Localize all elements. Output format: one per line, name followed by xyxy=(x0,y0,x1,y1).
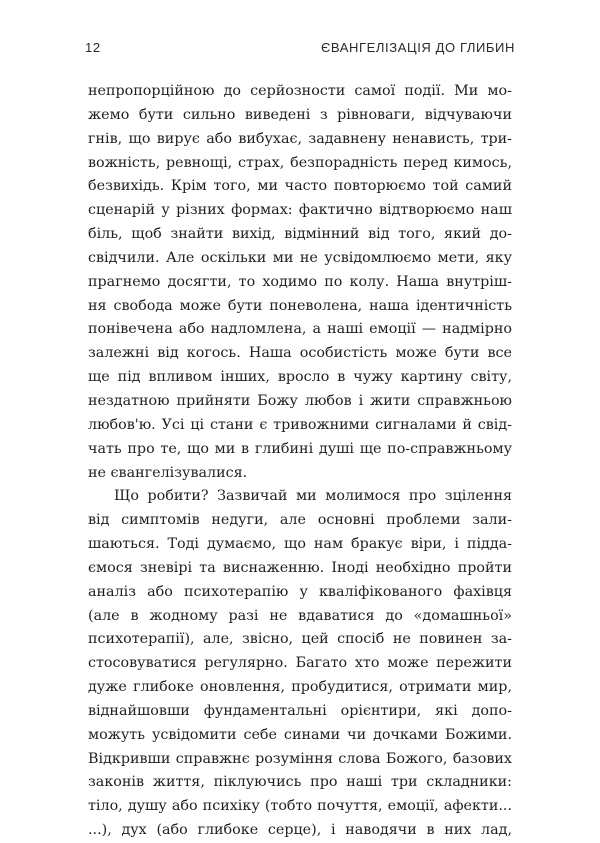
text-line: вожність, ревнощі, страх, безпорадність перед кимось, xyxy=(88,154,512,171)
page-number: 12 xyxy=(85,40,101,55)
text-line: ще під впливом інших, вросло в чужу картину світу, xyxy=(88,369,512,386)
text-line: законів життя, піклуючись про наші три складники: xyxy=(88,774,512,791)
text-line: непропорційною до серйозности самої події. Ми мо- xyxy=(88,83,512,99)
text-line: не євангелізувалися. xyxy=(88,464,248,481)
text-line: віднайшовши фундаментальні орієнтири, які допо- xyxy=(88,702,512,719)
text-line: стосовуватися регулярно. Багато хто може пережити xyxy=(88,655,512,672)
text-line: ємося зневірі та виснаженню. Іноді необхідно пройти xyxy=(88,559,512,576)
page-header xyxy=(85,40,515,58)
running-title: ЄВАНГЕЛІЗАЦІЯ ДО ГЛИБИН xyxy=(320,40,515,55)
text-line: Що робити? Зазвичай ми молимося про зцілення xyxy=(114,488,512,505)
text-line: Відкривши справжнє розуміння слова Божого, базових xyxy=(88,750,512,767)
text-line: тіло, душу або психіку (тобто почуття, емоції, афекти... xyxy=(88,798,512,815)
text-line: нездатною прийняти Божу любов і жити справжньою xyxy=(88,392,512,409)
text-line: сценарій у різних формах: фактично відтворюємо наш xyxy=(88,202,512,219)
text-line: ...), дух (або глибоке серце), і наводячи в них лад, xyxy=(88,822,512,839)
text-line: свідчили. Але оскільки ми не усвідомлюємо мети, яку xyxy=(88,249,512,266)
text-line: можуть усвідомити себе синами чи дочками Божими. xyxy=(88,726,512,743)
text-line: шаються. Тоді думаємо, що нам бракує віри, і підда- xyxy=(88,536,512,553)
text-line: біль, щоб знайти вихід, відмінний від того, який до- xyxy=(88,226,512,243)
text-line: понівечена або надломлена, а наші емоції — надмірно xyxy=(88,321,512,338)
text-line: залежні від когось. Наша особистість може бути все xyxy=(88,345,512,362)
text-line: (але в жодному разі не вдаватися до «домашньої» xyxy=(88,607,512,624)
text-line: безвихідь. Крім того, ми часто повторюємо той самий xyxy=(88,178,512,195)
text-line: чать про те, що ми в глибині душі ще по-справжньому xyxy=(88,440,512,457)
text-line: ня свобода може бути поневолена, наша ідентичність xyxy=(88,297,512,314)
text-line: психотерапії), але, звісно, цей спосіб не повинен за- xyxy=(88,631,512,648)
text-line: дуже глибоке оновлення, пробудитися, отримати мир, xyxy=(88,679,512,696)
text-line: аналіз або психотерапію у кваліфікованого фахівця xyxy=(88,583,512,600)
text-line: від симптомів недуги, але основні проблеми зали- xyxy=(88,512,512,529)
text-line: гнів, що вирує або вибухає, задавнену ненависть, три- xyxy=(88,130,512,147)
text-line: прагнемо досягти, то ходимо по колу. Наша внутріш- xyxy=(88,273,512,290)
text-line: любов'ю. Усі ці стани є тривожними сигналами й свід- xyxy=(88,416,512,433)
body-text xyxy=(88,80,512,843)
text-line: жемо бути сильно виведені з рівноваги, відчуваючи xyxy=(88,106,512,123)
